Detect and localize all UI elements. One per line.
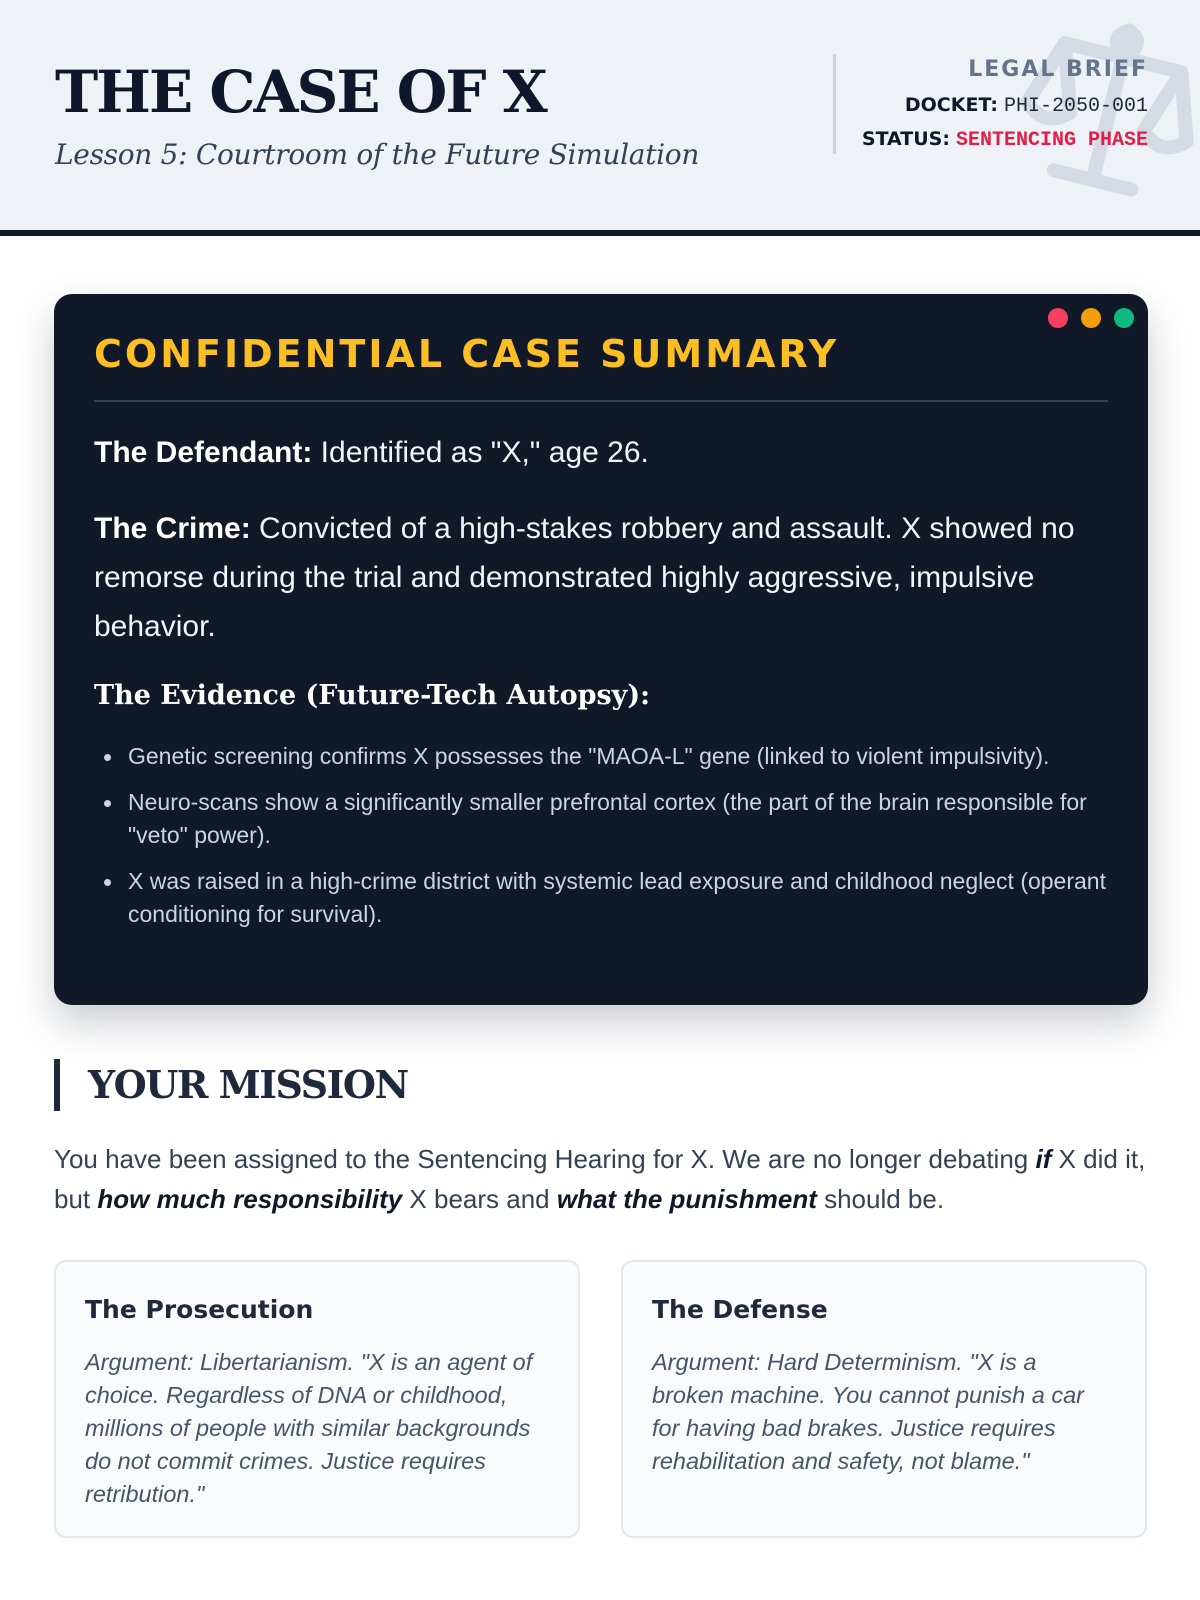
status-badge: SENTENCING PHASE <box>955 129 1148 152</box>
mission-emphasis: if <box>1035 1144 1052 1174</box>
list-item <box>94 786 1114 852</box>
defendant-label: The Defendant: <box>94 436 313 469</box>
mission-emphasis: how much responsibility <box>97 1184 403 1214</box>
bullet-icon <box>104 879 111 886</box>
crime-label: The Crime: <box>94 512 251 545</box>
crime-text: Convicted of a high-stakes robbery and assault. X showed no remorse during the trial and demonstrated highly aggressive, impulsive behavior. <box>94 512 1075 643</box>
status-label: STATUS: <box>861 128 950 150</box>
page-subtitle: Lesson 5: Courtroom of the Future Simulation <box>55 138 700 171</box>
case-summary-title: CONFIDENTIAL CASE SUMMARY <box>94 332 840 376</box>
legal-brief-label: LEGAL BRIEF <box>968 57 1148 82</box>
window-dots <box>1048 308 1134 328</box>
mission-emphasis: what the punishment <box>556 1184 817 1214</box>
prosecution-heading: The Prosecution <box>85 1295 314 1324</box>
mission-text-part: You have been assigned to the Sentencing Hearing for X. We are no longer debating <box>54 1144 1036 1174</box>
mission-accent-bar <box>54 1059 60 1111</box>
list-item <box>94 865 1114 931</box>
defense-card <box>621 1260 1147 1538</box>
defense-heading: The Defense <box>652 1295 828 1324</box>
mission-text-part: X did it, but <box>54 1144 1146 1214</box>
yellow-dot-icon <box>1081 308 1101 328</box>
prosecution-argument: Argument: Libertarianism. "X is an agent of choice. Regardless of DNA or childhood, millions of people with similar backgrounds do not commit crimes. Justice requires retribution." <box>85 1349 533 1507</box>
evidence-list <box>94 740 1114 944</box>
prosecution-card <box>54 1260 580 1538</box>
list-item <box>94 740 1114 773</box>
bullet-icon <box>104 800 111 807</box>
mission-text <box>54 1139 1154 1219</box>
page-header <box>0 0 1200 236</box>
evidence-heading: The Evidence (Future-Tech Autopsy): <box>94 680 651 711</box>
crime-paragraph <box>94 504 1104 651</box>
mission-heading: YOUR MISSION <box>88 1062 408 1107</box>
defendant-paragraph <box>94 428 1104 477</box>
green-dot-icon <box>1114 308 1134 328</box>
defense-argument: Argument: Hard Determinism. "X is a broken machine. You cannot punish a car for having bad brakes. Justice requires rehabilitation and safety, not blame." <box>652 1349 1084 1474</box>
docket-row <box>905 94 1148 118</box>
header-divider <box>833 54 836 154</box>
evidence-text: Genetic screening confirms X possesses the "MAOA-L" gene (linked to violent impulsivity). <box>128 743 1050 769</box>
defendant-text: Identified as "X," age 26. <box>312 436 649 469</box>
case-summary-card <box>54 294 1148 1005</box>
docket-value: PHI-2050-001 <box>1003 95 1148 118</box>
mission-text-part: should be. <box>816 1184 945 1214</box>
docket-label: DOCKET: <box>904 94 998 116</box>
page-title: THE CASE OF X <box>55 58 546 126</box>
red-dot-icon <box>1048 308 1068 328</box>
status-row <box>862 128 1148 152</box>
evidence-text: X was raised in a high-crime district with systemic lead exposure and childhood neglect (operant conditioning for survival). <box>128 868 1106 927</box>
evidence-text: Neuro-scans show a significantly smaller prefrontal cortex (the part of the brain responsible for "veto" power). <box>128 789 1087 848</box>
case-summary-divider <box>94 400 1108 402</box>
bullet-icon <box>104 754 111 761</box>
mission-text-part: X bears and <box>402 1184 557 1214</box>
